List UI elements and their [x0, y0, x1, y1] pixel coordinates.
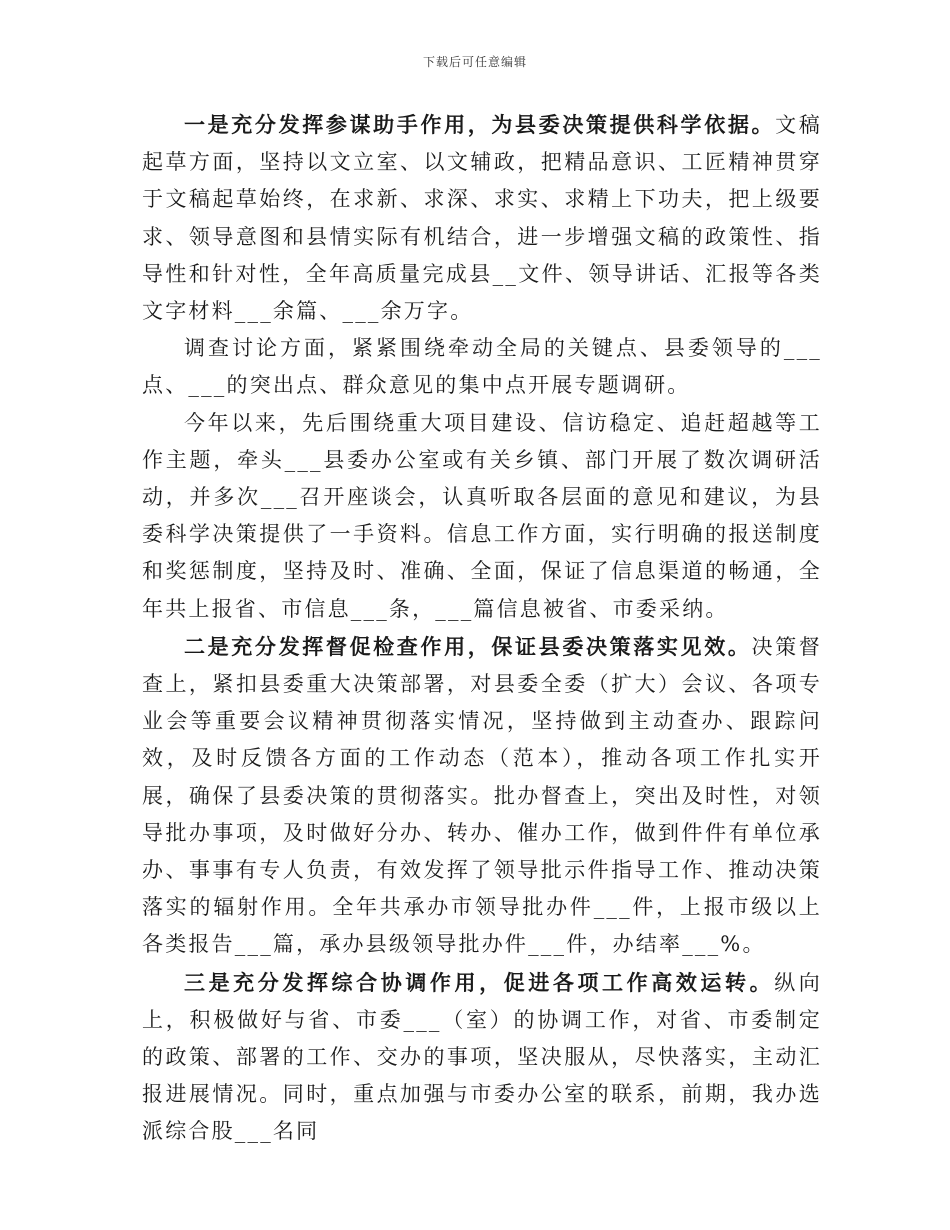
- paragraph-text: 纵向上，积极做好与省、市委___（室）的协调工作，对省、市委制定的政策、部署的工作、交办的事项，坚决服从，尽快落实，主动汇报进展情况。同时，重点加强与市委办公室的联系，前期，我办选派综合股___名同: [142, 970, 822, 1144]
- paragraph-text: 决策督查上，紧扣县委重大决策部署，对县委全委（扩大）会议、各项专业会等重要会议精神贯彻落实情况，坚持做到主动查办、跟踪问效，及时反馈各方面的工作动态（范本），推动各项工作扎实开展，确保了县委决策的贯彻落实。批办督查上，突出及时性，对领导批办事项，及时做好分办、转办、催办工作，做到件件有单位承办、事事有专人负责，有效发挥了领导批示件指导工作、推动决策落实的辐射作用。全年共承办市领导批办件___件，上报市级以上各类报告___篇，承办县级领导批办件___件，办结率___%。: [142, 634, 822, 957]
- paragraph-3: [142, 405, 822, 628]
- paragraph-heading: 二是充分发挥督促检查作用，保证县委决策落实见效。: [184, 633, 752, 659]
- page-header: 下载后可任意编辑: [422, 55, 527, 69]
- paragraph-text: 调查讨论方面，紧紧围绕牵动全局的关键点、县委领导的___点、___的突出点、群众意见的集中点开展专题调研。: [142, 336, 822, 398]
- paragraph-4: [142, 628, 822, 964]
- paragraph-heading: 三是充分发挥综合协调作用，促进各项工作高效运转。: [184, 969, 775, 995]
- paragraph-text: 今年以来，先后围绕重大项目建设、信访稳定、追赶超越等工作主题，牵头___县委办公室或有关乡镇、部门开展了数次调研活动，并多次___召开座谈会，认真听取各层面的意见和建议，为县委科学决策提供了一手资料。信息工作方面，实行明确的报送制度和奖惩制度，坚持及时、准确、全面，保证了信息渠道的畅通，全年共上报省、市信息___条，___篇信息被省、市委采纳。: [142, 410, 822, 621]
- paragraph-text: 文稿起草方面，坚持以文立室、以文辅政，把精品意识、工匠精神贯穿于文稿起草始终，在求新、求深、求实、求精上下功夫，把上级要求、领导意图和县情实际有机结合，进一步增强文稿的政策性、指导性和针对性，全年高质量完成县__文件、领导讲话、汇报等各类文字材料___余篇、___余万字。: [142, 113, 823, 324]
- document-body: [142, 106, 822, 1151]
- paragraph-5: [142, 964, 822, 1151]
- paragraph-heading: 一是充分发挥参谋助手作用，为县委决策提供科学依据。: [184, 112, 776, 137]
- paragraph-1: [142, 106, 822, 330]
- paragraph-2: [142, 330, 822, 404]
